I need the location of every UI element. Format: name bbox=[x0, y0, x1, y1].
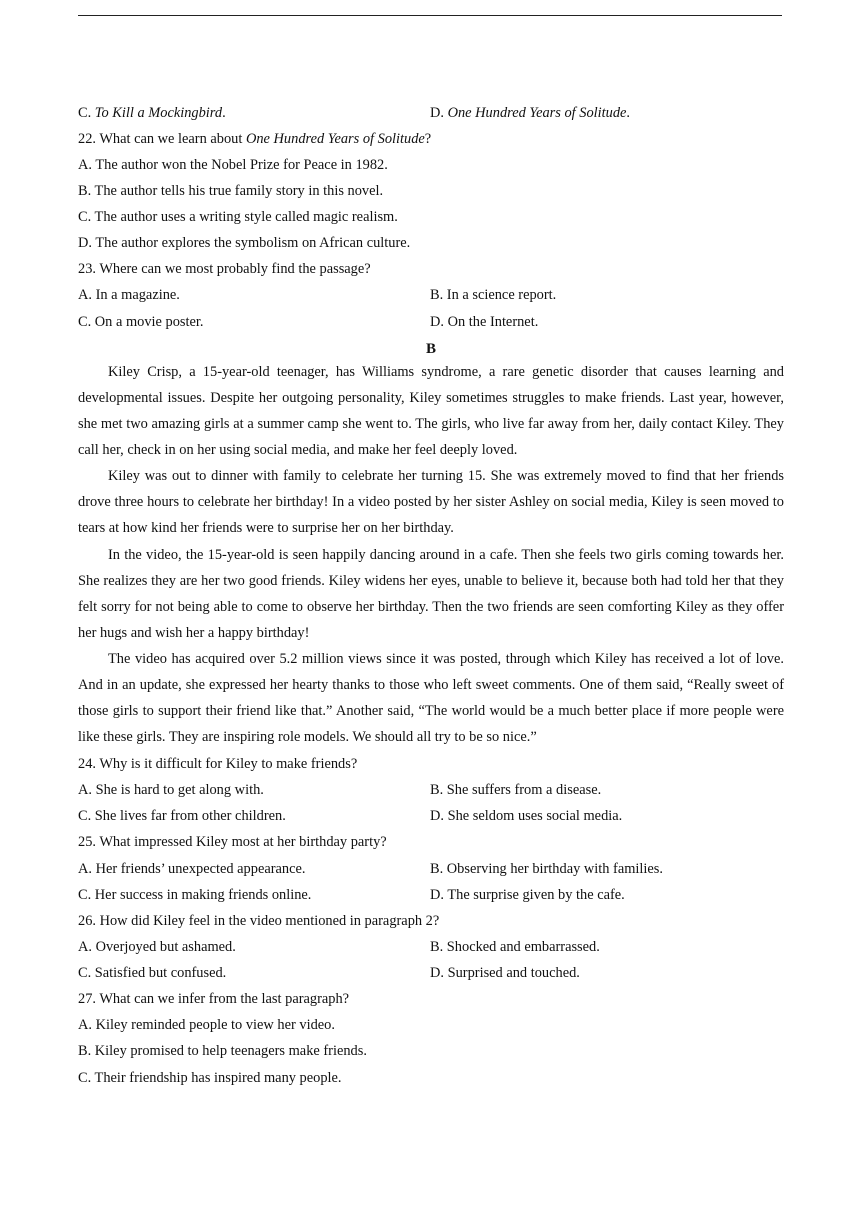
q21-option-c: C. To Kill a Mockingbird. bbox=[78, 105, 226, 121]
q22-option-c: C. The author uses a writing style called magic realism. bbox=[78, 209, 398, 225]
q25-option-c: C. Her success in making friends online. bbox=[78, 887, 312, 903]
q23-option-b: B. In a science report. bbox=[430, 287, 557, 303]
q27-option-a: A. Kiley reminded people to view her video. bbox=[78, 1017, 335, 1033]
q23-option-a: A. In a magazine. bbox=[78, 287, 180, 303]
passage-paragraph: The video has acquired over 5.2 million views since it was posted, through which Kiley has received a lot of love. And in an update, she expressed her hearty thanks to those who left sweet comments. One of them said, “Really sweet of those girls to support their friend like that.” Another said, “The world would be a much better place if more people were like these girls. They are inspiring role models. We should all try to be so nice.” bbox=[78, 651, 784, 746]
q25-stem: 25. What impressed Kiley most at her birthday party? bbox=[78, 834, 387, 850]
q27-option-c: C. Their friendship has inspired many people. bbox=[78, 1070, 342, 1086]
q23-option-d: D. On the Internet. bbox=[430, 314, 539, 330]
q26-option-d: D. Surprised and touched. bbox=[430, 965, 580, 981]
q27-stem: 27. What can we infer from the last paragraph? bbox=[78, 991, 350, 1007]
q25-option-b: B. Observing her birthday with families. bbox=[430, 861, 664, 877]
q25-option-d: D. The surprise given by the cafe. bbox=[430, 887, 625, 903]
q26-option-c: C. Satisfied but confused. bbox=[78, 965, 227, 981]
q24-option-b: B. She suffers from a disease. bbox=[430, 782, 602, 798]
q25-option-a: A. Her friends’ unexpected appearance. bbox=[78, 861, 306, 877]
q22-option-b: B. The author tells his true family story in this novel. bbox=[78, 183, 384, 199]
q24-option-d: D. She seldom uses social media. bbox=[430, 808, 623, 824]
q27-option-b: B. Kiley promised to help teenagers make friends. bbox=[78, 1043, 367, 1059]
section-heading: B bbox=[425, 341, 436, 357]
q22-option-d: D. The author explores the symbolism on African culture. bbox=[78, 235, 411, 251]
q26-option-a: A. Overjoyed but ashamed. bbox=[78, 939, 236, 955]
q24-stem: 24. Why is it difficult for Kiley to make friends? bbox=[78, 756, 358, 772]
q22-option-a: A. The author won the Nobel Prize for Peace in 1982. bbox=[78, 157, 388, 173]
q22-stem: 22. What can we learn about One Hundred Years of Solitude? bbox=[78, 131, 432, 147]
q26-option-b: B. Shocked and embarrassed. bbox=[430, 939, 600, 955]
passage-paragraph: In the video, the 15-year-old is seen happily dancing around in a cafe. Then she feels two girls coming towards her. She realizes they are her two good friends. Kiley widens her eyes, unable to believe it, because both had told her that they felt sorry for not being able to come to observe her birthday. Then the two friends are seen comforting Kiley as they offer her hugs and wish her a happy birthday! bbox=[78, 547, 784, 642]
q24-option-c: C. She lives far from other children. bbox=[78, 808, 286, 824]
passage-paragraph: Kiley was out to dinner with family to celebrate her turning 15. She was extremely moved to find that her friends drove three hours to celebrate her birthday! In a video posted by her sister Ashley on social media, Kiley is seen moved to tears at how kind her friends were to surprise her on her birthday. bbox=[78, 468, 784, 537]
header-rule bbox=[78, 15, 782, 16]
q23-stem: 23. Where can we most probably find the passage? bbox=[78, 261, 371, 277]
q21-option-d: D. One Hundred Years of Solitude. bbox=[430, 105, 631, 121]
q24-option-a: A. She is hard to get along with. bbox=[78, 782, 264, 798]
q26-stem: 26. How did Kiley feel in the video mentioned in paragraph 2? bbox=[78, 913, 440, 929]
passage-paragraph: Kiley Crisp, a 15-year-old teenager, has Williams syndrome, a rare genetic disorder that causes learning and developmental issues. Despite her outgoing personality, Kiley sometimes struggles to make friends. Last year, however, she met two amazing girls at a summer camp she went to. The girls, who live far away from her, daily contact Kiley. They call her, check in on her using social media, and make her feel deeply loved. bbox=[78, 364, 784, 459]
q23-option-c: C. On a movie poster. bbox=[78, 314, 204, 330]
